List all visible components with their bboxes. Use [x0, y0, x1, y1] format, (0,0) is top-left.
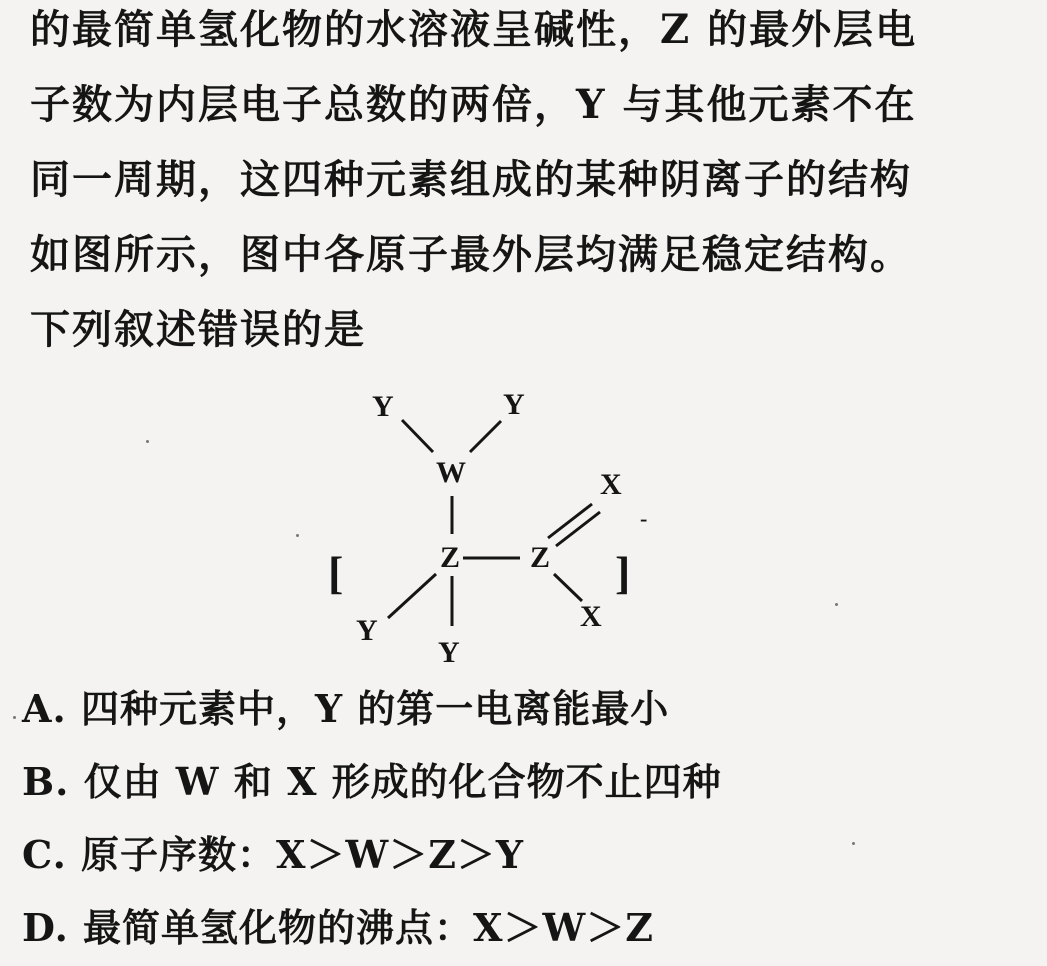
bond-z-x-single [554, 574, 582, 601]
scan-speck [835, 603, 838, 606]
scan-speck [146, 440, 149, 443]
atom-y-top-left: Y [372, 390, 394, 423]
bracket-right: ] [615, 547, 631, 598]
anion-structure-diagram [300, 368, 720, 678]
bond-z-x-double-a [548, 504, 592, 538]
scan-speck [296, 534, 299, 537]
option-a[interactable]: A. 四种元素中，Y 的第一电离能最小 [22, 686, 670, 731]
atom-z-right: Z [530, 541, 551, 574]
atom-y-bottom: Y [438, 636, 460, 669]
option-b[interactable]: B. 仅由 W 和 X 形成的化合物不止四种 [22, 759, 722, 804]
option-c[interactable]: C. 原子序数：X＞W＞Z＞Y [22, 832, 525, 877]
scan-speck [852, 842, 855, 845]
scan-speck [13, 716, 16, 719]
bond-z-x-double-b [556, 512, 600, 546]
question-text-line-2: 子数为内层电子总数的两倍，Y 与其他元素不在 [30, 81, 917, 128]
bond-w-y-top-right [470, 421, 501, 452]
atom-z-left: Z [440, 541, 461, 574]
atom-w: W [436, 456, 466, 489]
atom-x-top: X [600, 468, 622, 501]
question-text-line-3: 同一周期，这四种元素组成的某种阴离子的结构 [30, 156, 912, 203]
bond-z-y-bottom-left [388, 574, 436, 618]
atom-y-top-right: Y [503, 388, 525, 421]
question-text-line-4: 如图所示，图中各原子最外层均满足稳定结构。 [30, 231, 912, 278]
charge-sign: - [640, 506, 648, 531]
atom-y-bottom-left: Y [356, 614, 378, 647]
bracket-left: [ [328, 547, 344, 598]
atom-x-bottom: X [580, 600, 602, 633]
question-text-line-5: 下列叙述错误的是 [30, 306, 366, 353]
option-d[interactable]: D. 最简单氢化物的沸点：X＞W＞Z [22, 905, 654, 950]
question-text-line-1: 的最简单氢化物的水溶液呈碱性，Z 的最外层电 [30, 6, 918, 53]
bond-w-y-top-left [402, 420, 433, 452]
